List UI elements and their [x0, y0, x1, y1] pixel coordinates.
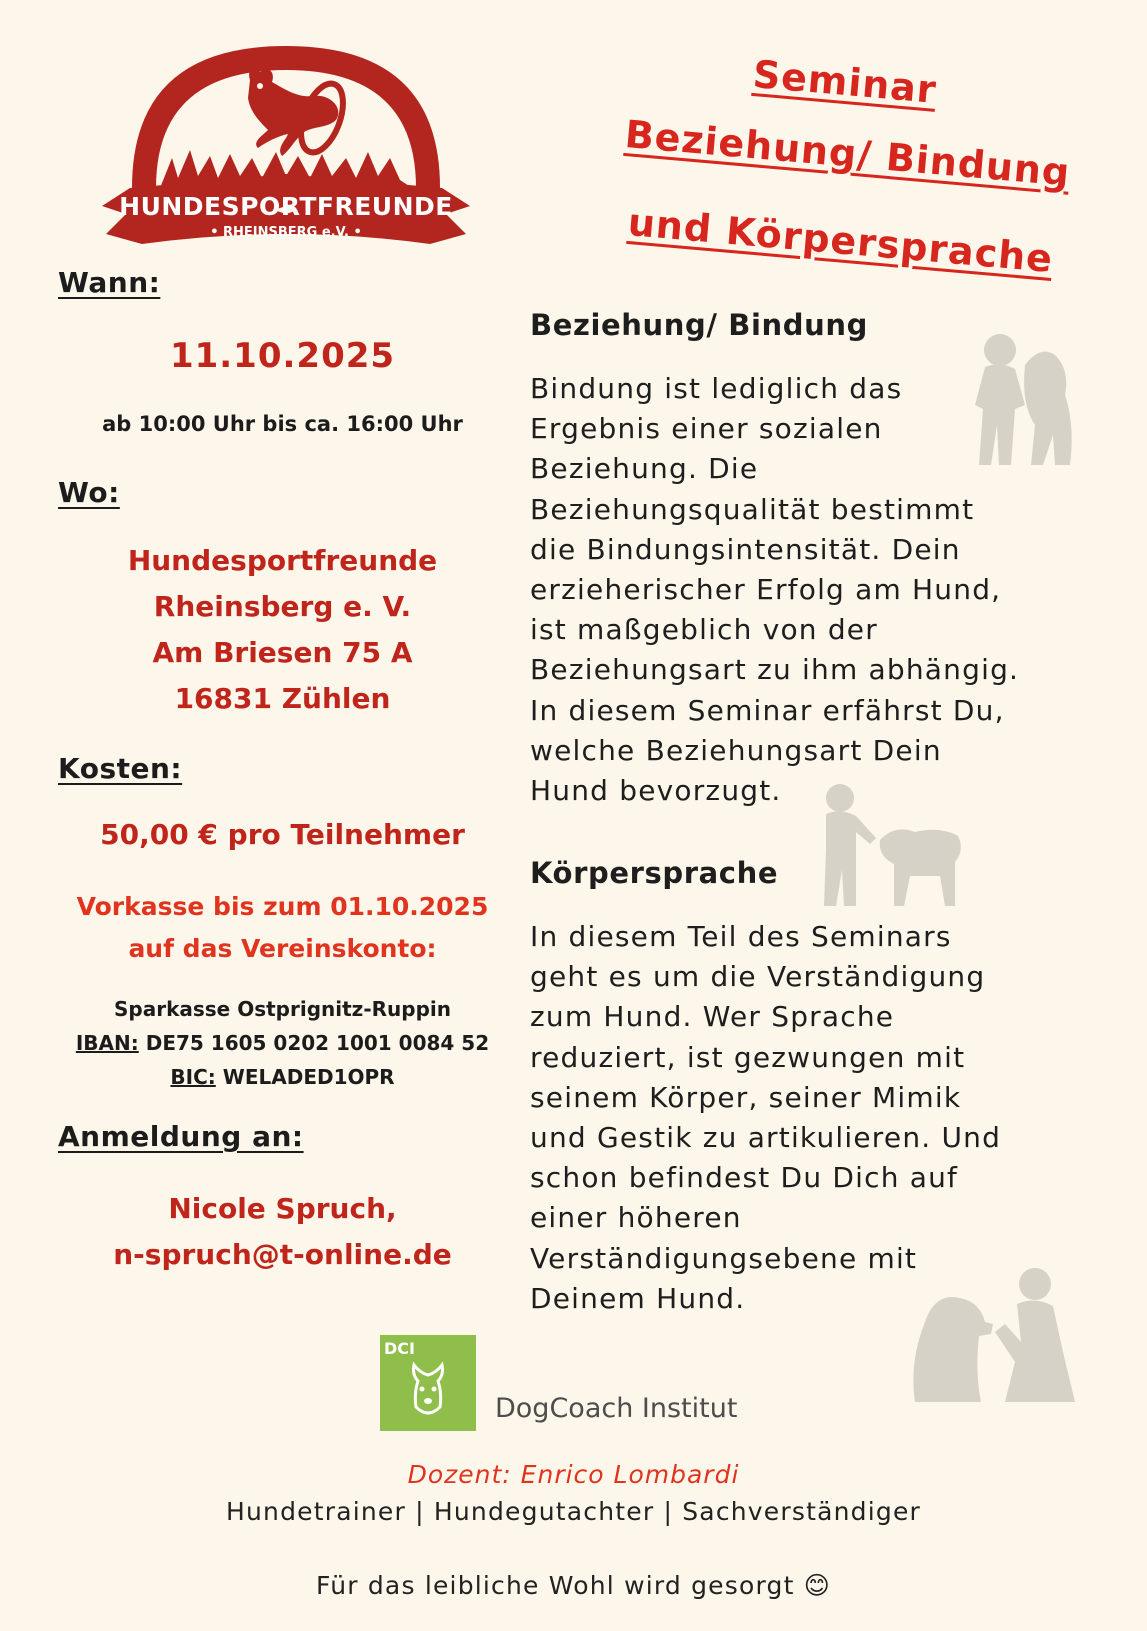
- section1-line: Beziehungsart zu ihm abhängig.: [530, 653, 1020, 687]
- bank-details: [40, 992, 525, 1094]
- section2-line: In diesem Teil des Seminars: [530, 920, 952, 953]
- lecturer-roles: Hundetrainer | Hundegutachter | Sachverständiger: [225, 1497, 921, 1526]
- iban-label: IBAN:: [75, 1031, 139, 1055]
- venue-address: [40, 538, 525, 722]
- section1-line: Hund bevorzugt.: [530, 774, 782, 808]
- section2-line: und Gestik zu artikulieren. Und: [530, 1121, 1002, 1155]
- section2-line: zum Hund. Wer Sprache: [530, 1000, 895, 1034]
- section2-line: geht es um die Verständigung: [530, 960, 986, 994]
- bic-label: BIC:: [170, 1065, 216, 1089]
- seminar-title-line3: und Körpersprache: [626, 200, 1055, 281]
- section1-line: Beziehungsqualität bestimmt: [530, 492, 975, 526]
- registration-label: Anmeldung an:: [58, 1120, 304, 1153]
- event-time: ab 10:00 Uhr bis ca. 16:00 Uhr: [102, 412, 463, 436]
- dci-badge-text: DCI: [384, 1339, 415, 1358]
- section1-line: erzieherischer Erfolg am Hund,: [530, 573, 1002, 607]
- section1-line: die Bindungsintensität. Dein: [530, 532, 961, 566]
- section2-body: [530, 917, 1001, 1319]
- prepayment-line-2: auf das Vereinskonto:: [128, 934, 437, 963]
- iban-row: [40, 1026, 525, 1060]
- section1-line: welche Beziehungsart Dein: [530, 733, 942, 767]
- section2-line: seinem Körper, seiner Mimik: [530, 1080, 962, 1114]
- registration-name: Nicole Spruch,: [168, 1192, 397, 1225]
- section1-line: Beziehung. Die: [530, 452, 759, 486]
- bic-row: [40, 1060, 525, 1094]
- registration-contact: [40, 1186, 525, 1278]
- section2-line: Deinem Hund.: [530, 1281, 746, 1315]
- section2-line: einer höheren: [530, 1201, 742, 1235]
- venue-line-4: 16831 Zühlen: [174, 682, 391, 715]
- venue-line-3: Am Briesen 75 A: [152, 636, 413, 669]
- section2-line: reduziert, ist gezwungen mit: [530, 1040, 966, 1074]
- section2-line: Verständigungsebene mit: [530, 1241, 918, 1275]
- prepayment-line-1: Vorkasse bis zum 01.10.2025: [76, 892, 489, 921]
- club-logo: [100, 38, 472, 256]
- seminar-title-line2: Beziehung/ Bindung: [623, 112, 1072, 195]
- section1-line: In diesem Seminar erfährst Du,: [530, 693, 1005, 727]
- when-label: Wann:: [58, 266, 161, 299]
- lecturer: Dozent: Enrico Lombardi: [407, 1460, 740, 1489]
- section1-line: ist maßgeblich von der: [530, 613, 878, 647]
- venue-line-2: Rheinsberg e. V.: [153, 590, 412, 623]
- section1-body: [530, 369, 1019, 811]
- bic-value: WELADED1OPR: [222, 1065, 395, 1089]
- catering-note: Für das leibliche Wohl wird gesorgt 😊: [315, 1571, 832, 1600]
- dci-badge: [380, 1335, 476, 1431]
- where-label: Wo:: [58, 476, 120, 509]
- bank-name: Sparkasse Ostprignitz-Ruppin: [114, 997, 451, 1021]
- dci-name: DogCoach Institut: [495, 1393, 738, 1424]
- section2-line: schon befindest Du Dich auf: [530, 1161, 959, 1195]
- dci-logo: [380, 1335, 800, 1435]
- dog-face-icon: [380, 1335, 476, 1431]
- section1-line: Ergebnis einer sozialen: [530, 412, 883, 446]
- iban-value: DE75 1605 0202 1001 0084 52: [145, 1031, 490, 1055]
- costs-label: Kosten:: [58, 752, 183, 785]
- registration-email[interactable]: n-spruch@t-online.de: [113, 1238, 452, 1271]
- section2-heading: Körpersprache: [530, 856, 779, 890]
- club-logo-sub: • RHEINSBERG e.V. •: [210, 225, 362, 240]
- prepayment-note: [40, 886, 525, 970]
- seminar-title-line1: Seminar: [751, 52, 939, 112]
- section1-line: Bindung ist lediglich das: [530, 372, 903, 405]
- venue-line-1: Hundesportfreunde: [127, 544, 438, 577]
- price: 50,00 € pro Teilnehmer: [100, 818, 465, 851]
- club-logo-graphic: [100, 38, 472, 256]
- event-date: 11.10.2025: [169, 336, 396, 376]
- club-logo-name: HUNDESPORTFREUNDE: [119, 192, 453, 221]
- section1-heading: Beziehung/ Bindung: [530, 308, 868, 342]
